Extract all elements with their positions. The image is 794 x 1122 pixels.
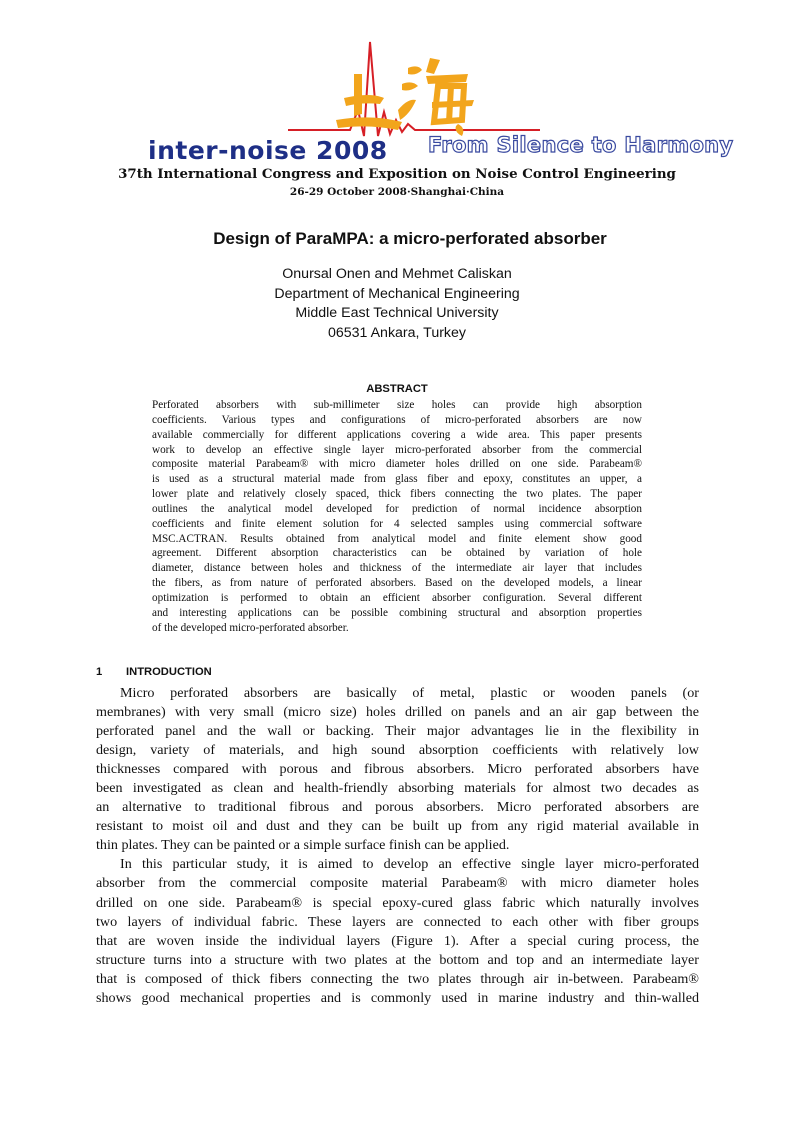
- body-line: membranes) with very small (micro size) holes drilled on panels and an air gap between the: [96, 704, 699, 721]
- paper-title: Design of ParaMPA: a micro-perforated absorber: [213, 229, 607, 248]
- body-line: that is composed of thick fibers connecting the two plates through air in-between. Parabeam®: [96, 970, 699, 987]
- abstract-line: work to develop an effective single layer micro-perforated absorber from the commercial: [152, 443, 642, 456]
- body-line: been investigated as clean and health-friendly absorbing materials for almost two decades as: [96, 780, 699, 797]
- abstract-body: [152, 398, 642, 636]
- body-line: structure turns into a structure with two plates at the bottom and top and an intermediate layer: [96, 951, 699, 968]
- section-heading: [96, 666, 212, 678]
- conference-date: 26-29 October 2008·Shanghai·China: [289, 186, 505, 198]
- slogan-text: From Silence to Harmony: [428, 133, 734, 157]
- body-line: design, variety of materials, and high sound absorption coefficients with relatively low: [96, 742, 699, 759]
- body-line: thin plates. They can be painted or a simple surface finish can be applied.: [96, 837, 510, 854]
- abstract-line: Perforated absorbers with sub-millimeter size holes can provide high absorption: [152, 399, 642, 411]
- abstract-line: available commercially for different applications covering a wide area. This paper presents: [152, 428, 642, 441]
- conference-logo: [140, 40, 734, 170]
- body-line: two layers of individual fabric. These layers are connected to each other with fiber groups: [96, 913, 699, 930]
- body-line: shows good mechanical properties and is commonly used in marine industry and thin-walled: [96, 989, 699, 1006]
- abstract-line: optimization is performed to obtain an efficient absorber configuration. Several different: [152, 591, 642, 604]
- body-line: perforated panel and the wall or backing. Their major advantages lie in the flexibility in: [96, 723, 699, 740]
- abstract-line: MSC.ACTRAN. Results obtained from analytical model and finite element show good: [152, 532, 642, 545]
- conference-title: 37th International Congress and Exposition on Noise Control Engineering: [118, 166, 676, 182]
- author-block: [0, 265, 794, 343]
- waveform-line: [288, 42, 540, 136]
- abstract-line: outlines the analytical model developed for prediction of normal incidence absorption: [152, 502, 642, 515]
- author-department: Department of Mechanical Engineering: [274, 285, 520, 302]
- author-university: Middle East Technical University: [295, 305, 499, 321]
- body-line: thicknesses compared with porous and fibrous absorbers. Micro perforated absorbers have: [96, 761, 699, 778]
- abstract-line: and interesting applications can be possible combining structural and absorption properties: [152, 606, 642, 619]
- body-line: an alternative to traditional fibrous and porous absorbers. Micro perforated absorbers are: [96, 799, 699, 816]
- calligraphy-characters-icon: [336, 58, 474, 136]
- section-title: INTRODUCTION: [126, 666, 212, 678]
- abstract-heading: ABSTRACT: [366, 383, 428, 395]
- introduction-body: [96, 684, 699, 1008]
- abstract-line: diameter, distance between holes and thickness of the intermediate air layer that includes: [152, 562, 642, 575]
- abstract-line: of the developed micro-perforated absorber.: [152, 621, 349, 634]
- body-line: Micro perforated absorbers are basically of metal, plastic or wooden panels (or: [120, 685, 699, 701]
- body-line: that are woven inside the individual layers (Figure 1). After a special curing process, the: [96, 932, 699, 949]
- abstract-line: composite material Parabeam® with micro diameter holes drilled on one side. Parabeam®: [152, 458, 642, 471]
- abstract-line: coefficients. Various types and configurations of micro-perforated absorbers are now: [152, 413, 642, 426]
- abstract-line: agreement. Different absorption characteristics can be obtained by variation of hole: [152, 547, 642, 560]
- author-names: Onursal Onen and Mehmet Caliskan: [282, 266, 512, 282]
- abstract-line: lower plate and relatively closely spaced, thick fibers connecting the two plates. The paper: [152, 488, 642, 501]
- body-line: absorber from the commercial composite material Parabeam® with micro diameter holes: [96, 875, 699, 892]
- author-address: 06531 Ankara, Turkey: [327, 324, 467, 341]
- abstract-line: coefficients and finite element solution for 4 selected samples using commercial software: [152, 517, 642, 530]
- section-number: 1: [96, 666, 103, 678]
- body-line: resistant to moist oil and dust and they can be built up from any rigid material available in: [96, 818, 699, 835]
- body-line: In this particular study, it is aimed to develop an effective single layer micro-perforated: [120, 856, 699, 873]
- abstract-line: is used as a structural material made from glass fiber and epoxy, constitutes an upper, a: [152, 473, 642, 486]
- brand-wordmark: inter-noise 2008: [148, 136, 388, 165]
- abstract-line: the fibers, as from nature of perforated absorbers. Based on the developed models, a linear: [152, 577, 642, 590]
- body-line: drilled on one side. Parabeam® is special epoxy-cured glass fabric which naturally involves: [96, 894, 699, 911]
